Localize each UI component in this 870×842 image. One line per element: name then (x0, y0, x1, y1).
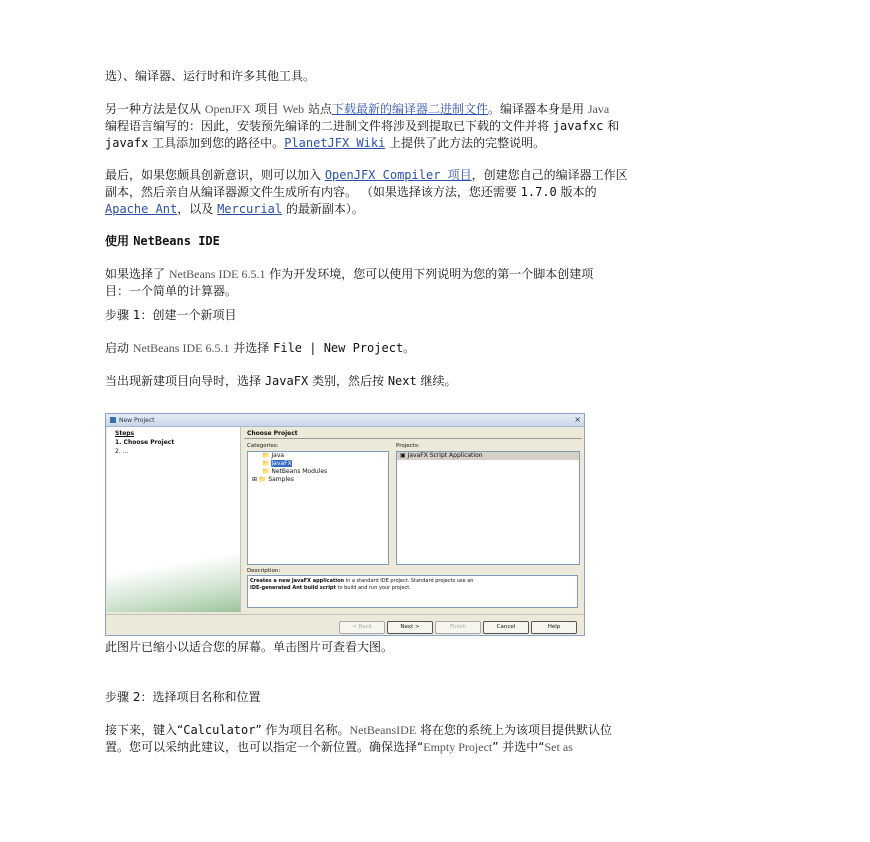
dialog-titlebar: New Project × (106, 414, 584, 427)
paragraph-launch: 启动 NetBeans IDE 6.5.1 并选择 File | New Project。 (105, 341, 416, 355)
description-box: Creates a new JavaFX application in a standard IDE project. Standard projects use an IDE-generated Ant build script to build and run your project. (247, 575, 578, 608)
planetjfx-wiki-link[interactable]: PlanetJFX Wiki (284, 136, 386, 150)
step-item: 1. Choose Project (115, 439, 175, 446)
paragraph-wizard: 当出现新建项目向导时，选择 JavaFX 类别，然后按 Next 继续。 (105, 374, 457, 388)
project-item-javafx-script[interactable]: ▣ JavaFX Script Application (397, 452, 579, 460)
projects-label: Projects: (396, 443, 420, 449)
mercurial-link[interactable]: Mercurial (217, 202, 283, 216)
paragraph-compiler-project: 最后，如果您颇具创新意识，则可以加入 OpenJFX Compiler 项目，创建您自己的编译器工作区 副本，然后亲自从编译器源文件生成所有内容。 （如果选择该方法，您还需要 1.7.0 版本的 Apache Ant，以及 Mercurial 的最新副本）。 (105, 168, 628, 216)
paragraph-download: 另一种方法是仅从 OpenJFX 项目 Web 站点下载最新的编译器二进制文件。编译器本身是用 Java 编程语言编写的：因此，安装预先编译的二进制文件将涉及到提取已下载的文件并将 javafxc 和 javafx 工具添加到您的路径中。PlanetJFX Wiki 上提供了此方法的完整说明。 (105, 102, 620, 150)
paragraph-tools: 选）、编译器、运行时和许多其他工具。 (105, 69, 316, 83)
steps-decoration (107, 542, 240, 612)
description-label: Description: (247, 568, 281, 574)
choose-project-panel (244, 427, 582, 612)
next-button[interactable]: Next > (387, 621, 433, 634)
category-item-samples[interactable]: ⊞ 📁 Samples (252, 476, 294, 483)
finish-button[interactable]: Finish (435, 621, 481, 634)
paragraph-netbeans-intro: 如果选择了 NetBeans IDE 6.5.1 作为开发环境，您可以使用下列说明为您的第一个脚本创建项 目：一个简单的计算器。 (105, 267, 594, 298)
openjfx-compiler-link[interactable]: OpenJFX Compiler 项目 (324, 168, 472, 182)
categories-label: Categories: (247, 443, 279, 449)
apache-ant-link[interactable]: Apache Ant (105, 202, 178, 216)
download-compiler-link[interactable]: 下载最新的编译器二进制文件 (332, 102, 489, 116)
back-button[interactable]: < Back (339, 621, 385, 634)
projects-list[interactable] (396, 451, 580, 565)
category-item-java[interactable]: 📁 Java (262, 452, 285, 459)
close-icon[interactable]: × (574, 415, 581, 424)
category-item-netbeans-modules[interactable]: 📁 NetBeans Modules (262, 468, 328, 475)
categories-list[interactable] (247, 451, 389, 565)
heading-step2: 步骤 2：选择项目名称和位置 (105, 690, 261, 704)
steps-header: Steps (115, 430, 135, 437)
help-button[interactable]: Help (531, 621, 577, 634)
step-item: 2. ... (115, 448, 129, 455)
heading-step1: 步骤 1：创建一个新项目 (105, 308, 237, 322)
choose-project-header: Choose Project (244, 427, 582, 439)
heading-netbeans: 使用 NetBeans IDE (105, 234, 220, 248)
cancel-button[interactable]: Cancel (483, 621, 529, 634)
paragraph-project-name: 接下来，键入“Calculator” 作为项目名称。NetBeansIDE 将在您的系统上为该项目提供默认位 置。您可以采纳此建议，也可以指定一个新位置。确保选择“Empty Project” 并选中“Set as (105, 723, 612, 754)
category-item-javafx[interactable]: 📁 JavaFX (262, 460, 292, 467)
netbeans-icon (110, 417, 116, 423)
dialog-button-row (106, 614, 584, 636)
image-caption: 此图片已缩小以适合您的屏幕。单击图片可查看大图。 (105, 640, 394, 654)
steps-panel (107, 427, 241, 612)
new-project-dialog-screenshot[interactable] (105, 413, 585, 636)
